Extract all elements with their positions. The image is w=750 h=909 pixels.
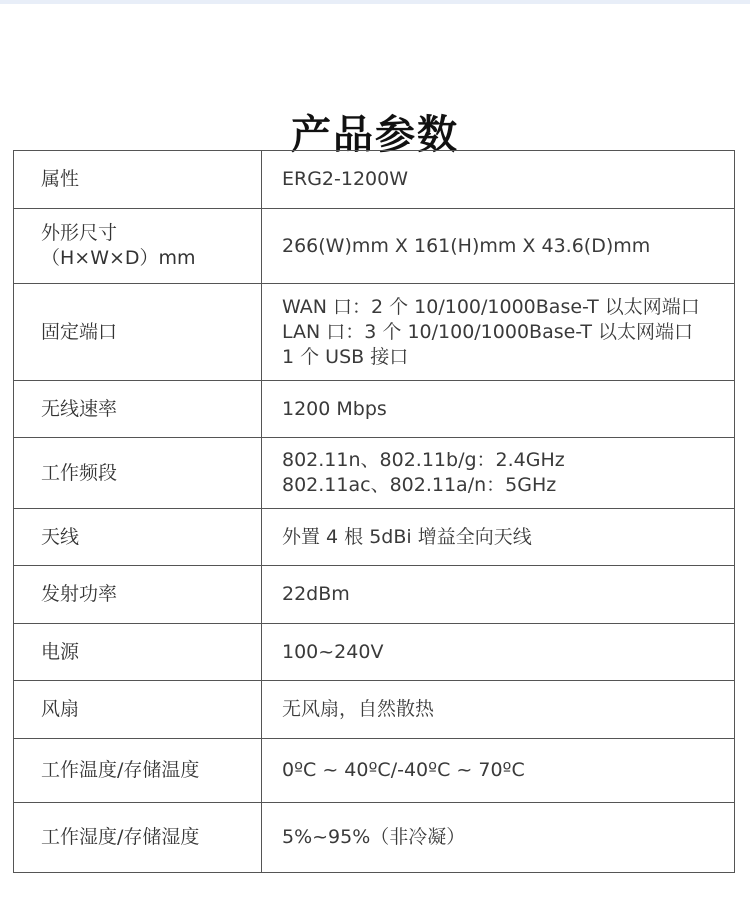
row-value-text: ERG2-1200W	[282, 168, 409, 190]
row-value-text: 外置 4 根 5dBi 增益全向天线	[282, 525, 532, 548]
row-label	[14, 381, 262, 438]
row-label-text: 发射功率	[41, 583, 118, 605]
top-strip	[0, 0, 750, 4]
row-label-text: 固定端口	[41, 320, 118, 343]
row-value	[262, 284, 735, 381]
row-value	[262, 438, 735, 509]
row-label-text: 外形尺寸	[41, 222, 118, 244]
row-value	[262, 151, 735, 209]
row-label-text: 工作湿度/存储湿度	[41, 826, 200, 848]
row-value	[262, 566, 735, 624]
row-label	[14, 803, 262, 873]
row-value-text: 0ºC ~ 40ºC/-40ºC ~ 70ºC	[282, 759, 525, 781]
row-value	[262, 739, 735, 803]
row-label	[14, 624, 262, 681]
row-value-text: LAN 口：3 个 10/100/1000Base-T 以太网端口	[282, 320, 694, 343]
row-label-text: 工作温度/存储温度	[41, 759, 200, 781]
row-value	[262, 624, 735, 681]
row-label-text: 风扇	[41, 698, 80, 720]
table-row	[14, 381, 735, 438]
row-label	[14, 284, 262, 381]
row-label	[14, 509, 262, 566]
page-title: 产品参数	[291, 111, 459, 158]
table-row	[14, 438, 735, 509]
table-row	[14, 151, 735, 209]
row-value-text: 5%~95%（非冷凝）	[282, 826, 466, 848]
row-value-text: WAN 口：2 个 10/100/1000Base-T 以太网端口	[282, 295, 700, 318]
row-label	[14, 739, 262, 803]
row-label-text: 天线	[41, 525, 80, 548]
row-value-text: 802.11ac、802.11a/n：5GHz	[282, 474, 557, 496]
table-row	[14, 803, 735, 873]
table-row	[14, 209, 735, 284]
row-value-text: 266(W)mm X 161(H)mm X 43.6(D)mm	[282, 234, 651, 257]
row-label	[14, 566, 262, 624]
row-value-text: 802.11n、802.11b/g：2.4GHz	[282, 449, 565, 471]
table-row	[14, 509, 735, 566]
row-label-text: （H×W×D）mm	[41, 247, 196, 269]
row-label-text: 无线速率	[41, 397, 118, 420]
table-row	[14, 681, 735, 739]
row-value	[262, 803, 735, 873]
row-label-text: 属性	[41, 168, 80, 190]
row-label	[14, 209, 262, 284]
row-label-text: 工作频段	[41, 461, 118, 484]
row-value-text: 1 个 USB 接口	[282, 345, 409, 368]
row-label	[14, 681, 262, 739]
row-label	[14, 438, 262, 509]
table-row	[14, 624, 735, 681]
row-label-text: 电源	[41, 640, 80, 663]
row-value-text: 1200 Mbps	[282, 397, 387, 420]
spec-table	[13, 150, 735, 873]
table-row	[14, 284, 735, 381]
table-row	[14, 566, 735, 624]
row-value	[262, 681, 735, 739]
row-value-text: 100~240V	[282, 640, 384, 663]
row-value	[262, 209, 735, 284]
row-value-text: 22dBm	[282, 583, 350, 605]
row-value-text: 无风扇，自然散热	[282, 698, 435, 720]
row-label	[14, 151, 262, 209]
row-value	[262, 381, 735, 438]
table-row	[14, 739, 735, 803]
row-value	[262, 509, 735, 566]
